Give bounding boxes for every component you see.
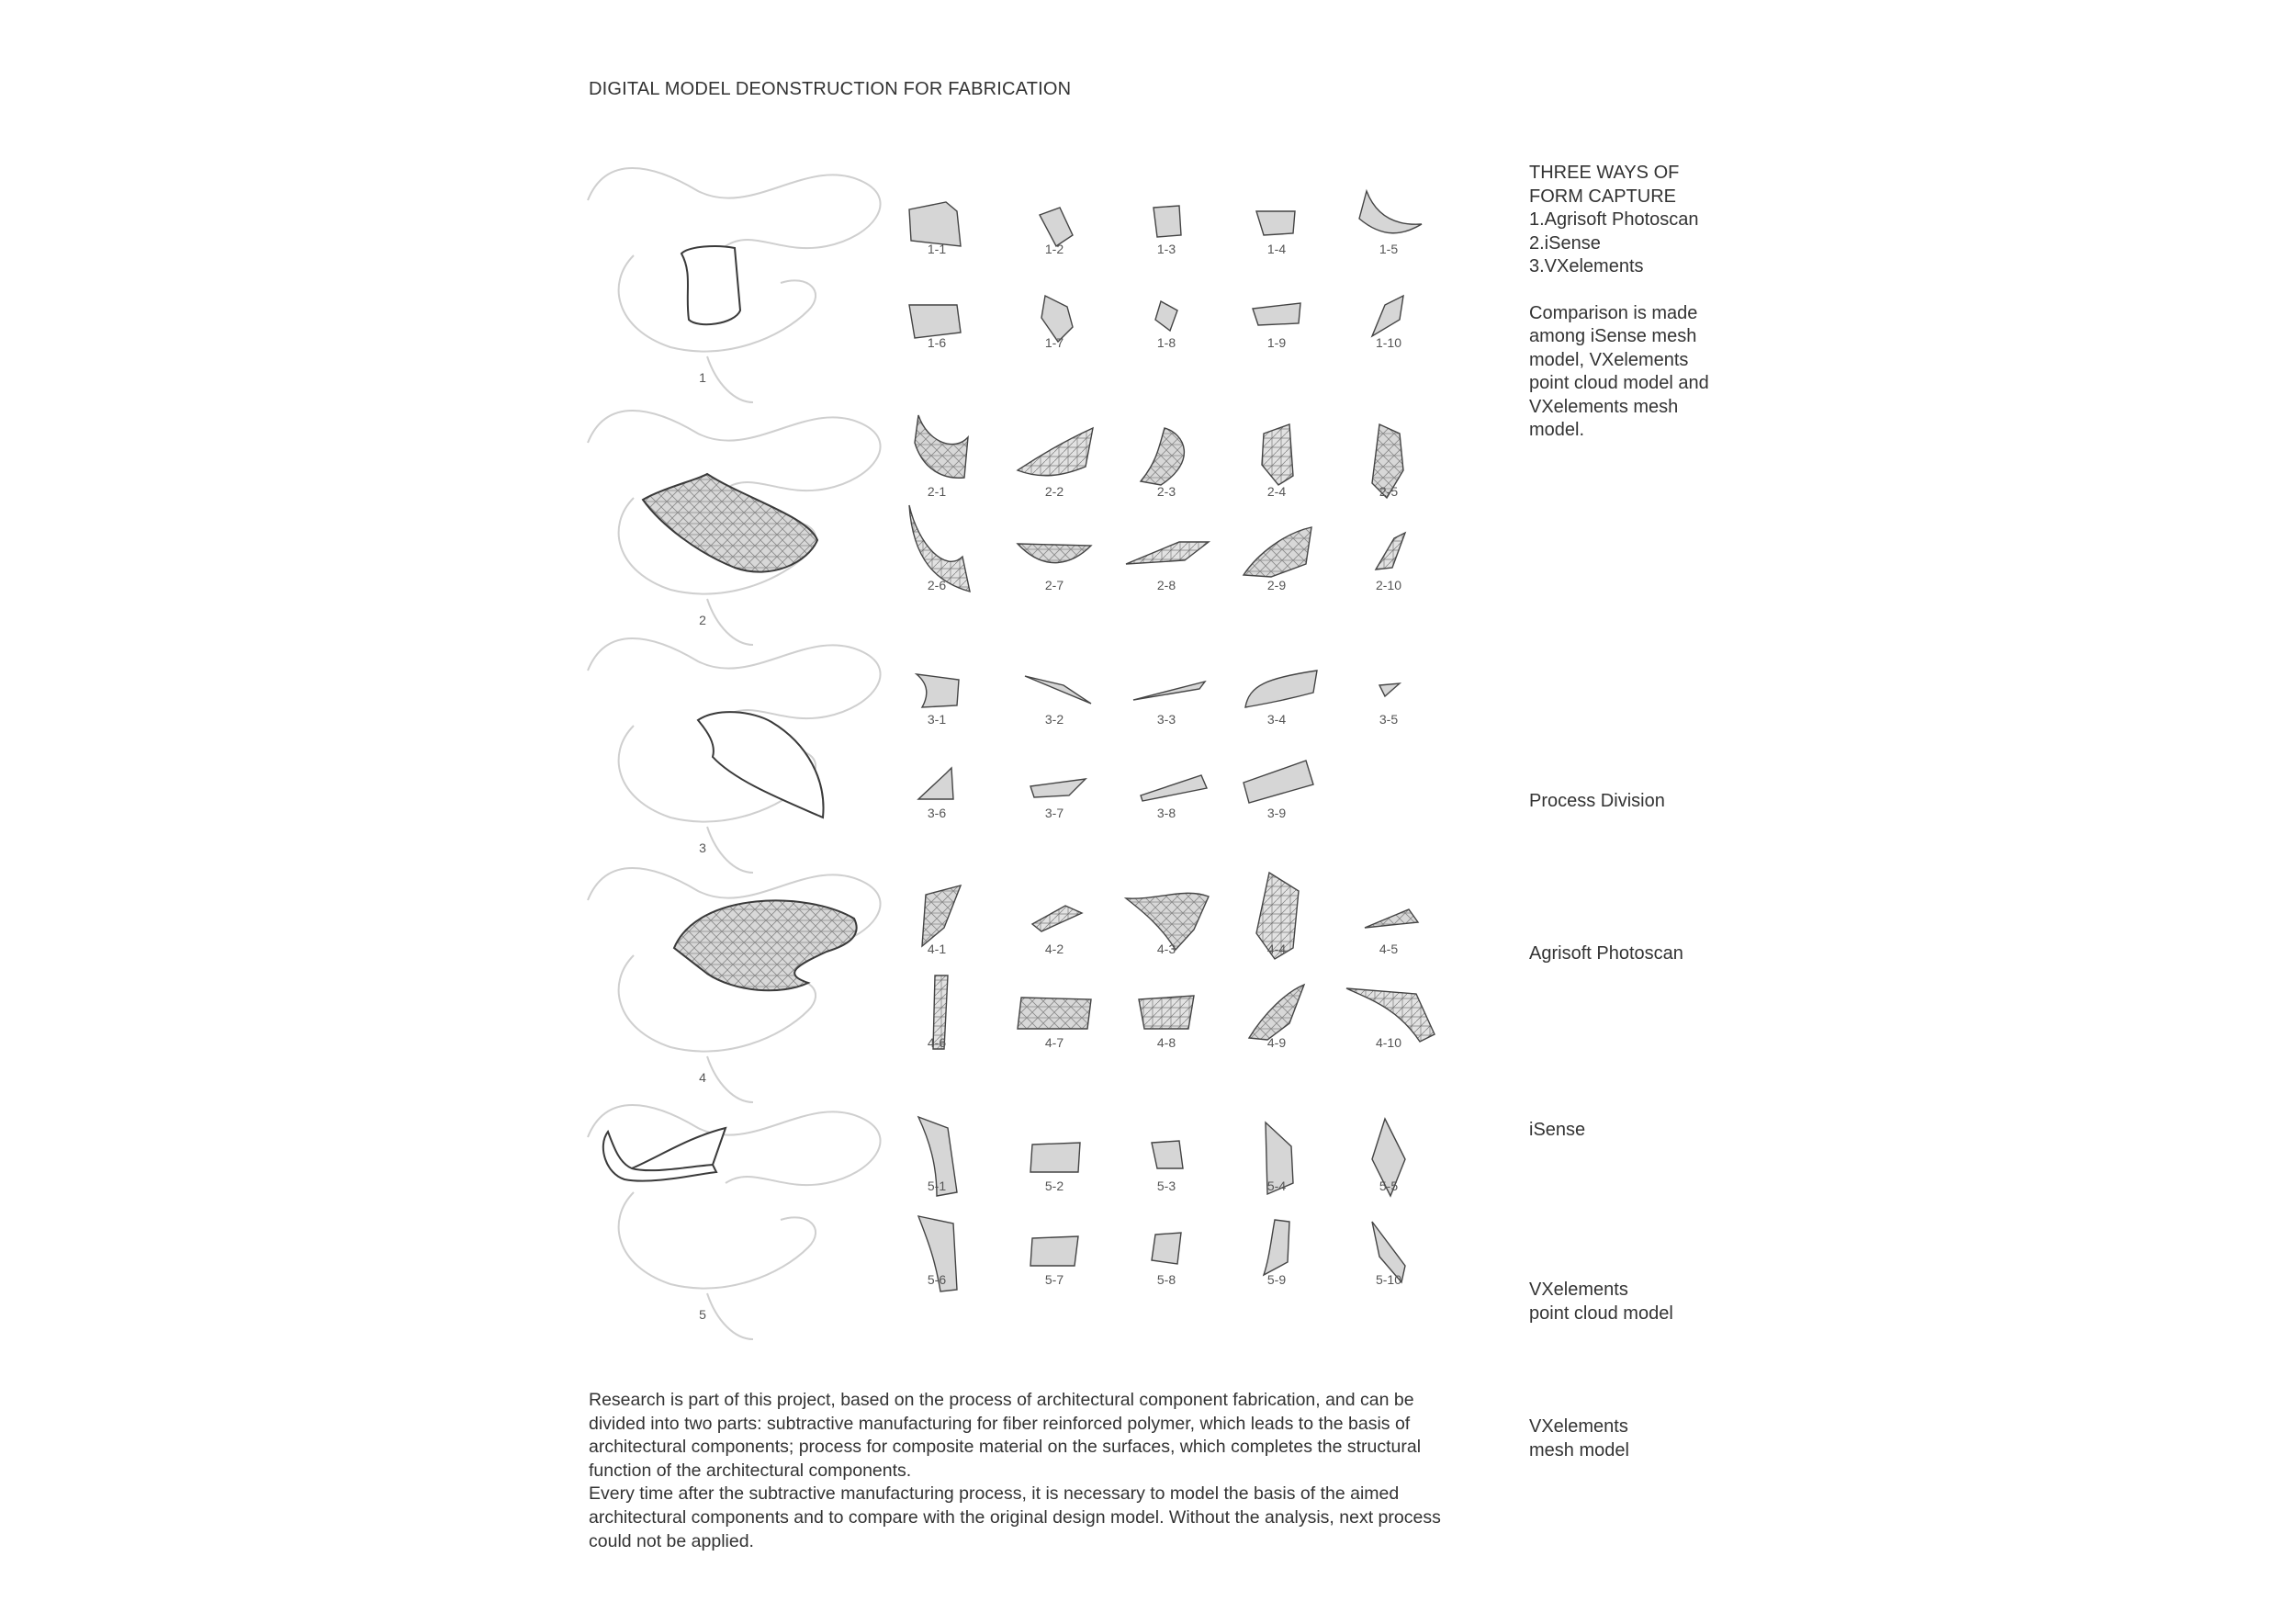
piece-5-8 xyxy=(1152,1233,1181,1287)
piece-label-5-2: 5-2 xyxy=(1044,1179,1064,1193)
label-vx-mesh xyxy=(1529,1415,1768,1462)
comparison-line-4: point cloud model and xyxy=(1529,373,1709,393)
piece-shape-2-4 xyxy=(1262,424,1293,485)
label-isense xyxy=(1529,1119,1768,1143)
piece-1-5 xyxy=(1359,191,1422,256)
piece-label-3-2: 3-2 xyxy=(1044,712,1064,727)
piece-label-5-9: 5-9 xyxy=(1266,1272,1287,1287)
row-5 xyxy=(588,1105,1405,1339)
piece-label-4-7: 4-7 xyxy=(1044,1035,1064,1050)
piece-shape-5-2 xyxy=(1030,1143,1080,1172)
piece-2-1 xyxy=(915,415,968,499)
piece-1-3 xyxy=(1154,206,1181,256)
piece-label-1-4: 1-4 xyxy=(1266,242,1287,256)
piece-5-9 xyxy=(1264,1220,1289,1287)
piece-label-2-9: 2-9 xyxy=(1266,578,1287,592)
piece-shape-3-5 xyxy=(1379,683,1400,696)
piece-label-4-3: 4-3 xyxy=(1156,942,1176,956)
piece-2-3 xyxy=(1141,428,1184,499)
piece-4-8 xyxy=(1139,996,1194,1050)
piece-5-6 xyxy=(918,1216,957,1291)
piece-label-2-5: 2-5 xyxy=(1379,484,1399,499)
piece-label-5-6: 5-6 xyxy=(927,1272,947,1287)
piece-shape-1-10 xyxy=(1372,296,1403,336)
comparison-line-6: model. xyxy=(1529,420,1585,440)
isense-text: iSense xyxy=(1529,1120,1586,1140)
context-outline-upper xyxy=(588,168,881,248)
piece-shape-3-9 xyxy=(1244,761,1313,803)
piece-label-1-1: 1-1 xyxy=(927,242,947,256)
piece-label-2-2: 2-2 xyxy=(1044,484,1064,499)
piece-shape-3-2 xyxy=(1025,676,1091,704)
sidebar-capture-methods xyxy=(1529,162,1768,443)
piece-shape-4-5 xyxy=(1365,909,1418,928)
capture-method-1: 1.Agrisoft Photoscan xyxy=(1529,209,1699,230)
piece-label-4-8: 4-8 xyxy=(1156,1035,1176,1050)
piece-shape-1-8 xyxy=(1155,301,1177,331)
piece-shape-4-10 xyxy=(1346,988,1435,1042)
piece-label-3-9: 3-9 xyxy=(1266,806,1287,820)
piece-4-5 xyxy=(1365,909,1418,956)
piece-label-4-1: 4-1 xyxy=(927,942,947,956)
model-label-4: 4 xyxy=(699,1070,706,1085)
piece-3-2 xyxy=(1025,676,1091,727)
model-view-4 xyxy=(674,900,857,990)
vx-mesh-line-2: mesh model xyxy=(1529,1439,1629,1460)
piece-3-8 xyxy=(1141,775,1207,820)
piece-label-3-8: 3-8 xyxy=(1156,806,1176,820)
piece-label-1-10: 1-10 xyxy=(1375,335,1402,350)
label-agrisoft xyxy=(1529,942,1768,966)
context-outline-upper xyxy=(588,411,881,491)
piece-1-7 xyxy=(1041,296,1073,350)
piece-shape-1-6 xyxy=(909,305,961,338)
piece-4-4 xyxy=(1256,873,1299,959)
piece-label-5-3: 5-3 xyxy=(1156,1179,1176,1193)
piece-label-2-3: 2-3 xyxy=(1156,484,1176,499)
piece-label-5-10: 5-10 xyxy=(1375,1272,1402,1287)
comparison-line-3: model, VXelements xyxy=(1529,349,1689,370)
piece-5-1 xyxy=(918,1117,957,1196)
model-label-5: 5 xyxy=(699,1307,706,1322)
piece-4-2 xyxy=(1032,906,1082,956)
piece-label-1-6: 1-6 xyxy=(927,335,947,350)
process-division-text: Process Division xyxy=(1529,791,1665,811)
piece-shape-4-9 xyxy=(1249,985,1304,1040)
piece-shape-1-3 xyxy=(1154,206,1181,237)
piece-2-9 xyxy=(1244,527,1311,592)
capture-method-2: 2.iSense xyxy=(1529,232,1601,254)
piece-label-2-10: 2-10 xyxy=(1375,578,1402,592)
piece-shape-5-3 xyxy=(1152,1141,1183,1168)
piece-4-1 xyxy=(922,885,961,956)
piece-1-2 xyxy=(1040,208,1073,256)
piece-shape-2-10 xyxy=(1376,533,1405,570)
piece-3-6 xyxy=(918,768,953,820)
comparison-line-5: VXelements mesh xyxy=(1529,396,1679,417)
piece-shape-5-7 xyxy=(1030,1236,1078,1266)
piece-5-7 xyxy=(1030,1236,1078,1287)
piece-label-5-7: 5-7 xyxy=(1044,1272,1064,1287)
piece-label-2-8: 2-8 xyxy=(1156,578,1176,592)
piece-shape-1-9 xyxy=(1253,303,1300,325)
capture-method-3: 3.VXelements xyxy=(1529,256,1644,276)
piece-4-7 xyxy=(1018,998,1091,1050)
piece-label-4-2: 4-2 xyxy=(1044,942,1064,956)
piece-shape-4-2 xyxy=(1032,906,1082,931)
piece-3-1 xyxy=(917,674,959,727)
piece-label-3-3: 3-3 xyxy=(1156,712,1176,727)
label-vx-point-cloud xyxy=(1529,1279,1768,1325)
capture-title-line-2: FORM CAPTURE xyxy=(1529,186,1676,207)
piece-1-6 xyxy=(909,305,961,350)
piece-label-1-3: 1-3 xyxy=(1156,242,1176,256)
piece-label-5-1: 5-1 xyxy=(927,1179,947,1193)
piece-shape-2-8 xyxy=(1126,542,1209,564)
piece-shape-4-8 xyxy=(1139,996,1194,1029)
piece-label-5-5: 5-5 xyxy=(1379,1179,1399,1193)
vx-cloud-line-1: VXelements xyxy=(1529,1280,1628,1300)
context-outline-upper xyxy=(588,638,881,718)
piece-shape-2-2 xyxy=(1018,428,1093,476)
piece-2-6 xyxy=(909,505,970,592)
piece-label-5-8: 5-8 xyxy=(1156,1272,1176,1287)
piece-shape-2-9 xyxy=(1244,527,1311,577)
piece-4-9 xyxy=(1249,985,1304,1050)
description-paragraph-1: Research is part of this project, based on the process of architectural component fabrication, and can be divided into two parts: subtractive manufacturing for fiber reinforced polymer, which leads to the basis of architectural components; process for composite material on the surfaces, which completes the structural function of the architectural components. xyxy=(589,1390,1422,1481)
piece-1-8 xyxy=(1155,301,1177,350)
piece-3-7 xyxy=(1030,779,1086,820)
piece-shape-3-4 xyxy=(1245,671,1317,707)
piece-3-3 xyxy=(1133,682,1205,727)
piece-label-4-4: 4-4 xyxy=(1266,942,1287,956)
piece-shape-1-4 xyxy=(1256,211,1295,235)
piece-2-4 xyxy=(1262,424,1293,499)
piece-label-4-5: 4-5 xyxy=(1379,942,1399,956)
vx-mesh-line-1: VXelements xyxy=(1529,1416,1628,1437)
piece-shape-3-8 xyxy=(1141,775,1207,801)
piece-label-1-5: 1-5 xyxy=(1379,242,1399,256)
row-1 xyxy=(588,168,1422,402)
piece-3-4 xyxy=(1245,671,1317,727)
vx-cloud-line-2: point cloud model xyxy=(1529,1303,1673,1324)
piece-shape-1-2 xyxy=(1040,208,1073,246)
piece-label-1-8: 1-8 xyxy=(1156,335,1176,350)
piece-5-4 xyxy=(1266,1122,1293,1194)
piece-label-4-10: 4-10 xyxy=(1375,1035,1402,1050)
piece-label-2-6: 2-6 xyxy=(927,578,947,592)
piece-4-3 xyxy=(1126,893,1209,956)
piece-2-5 xyxy=(1372,424,1403,499)
piece-label-3-7: 3-7 xyxy=(1044,806,1064,820)
piece-label-3-4: 3-4 xyxy=(1266,712,1287,727)
model-view-5 xyxy=(603,1128,726,1181)
row-4 xyxy=(588,868,1435,1102)
piece-1-10 xyxy=(1372,296,1403,350)
description-paragraph-2: Every time after the subtractive manufacturing process, it is necessary to model the basis of the aimed architectural components and to compare with the original design model. Without the analysis, next process could not be applied. xyxy=(589,1483,1441,1551)
piece-shape-2-7 xyxy=(1018,544,1091,563)
piece-shape-2-1 xyxy=(915,415,968,478)
piece-shape-1-1 xyxy=(909,202,961,246)
piece-3-5 xyxy=(1379,683,1400,727)
comparison-line-2: among iSense mesh xyxy=(1529,326,1697,346)
piece-shape-1-5 xyxy=(1359,191,1422,233)
piece-2-2 xyxy=(1018,428,1093,499)
model-view-3 xyxy=(698,712,824,818)
label-process-division xyxy=(1529,790,1768,814)
piece-label-3-6: 3-6 xyxy=(927,806,947,820)
model-view-1 xyxy=(681,246,740,324)
capture-title-line-1: THREE WAYS OF xyxy=(1529,163,1680,183)
piece-label-2-4: 2-4 xyxy=(1266,484,1287,499)
piece-shape-3-1 xyxy=(917,674,959,707)
comparison-line-1: Comparison is made xyxy=(1529,302,1698,323)
piece-label-4-9: 4-9 xyxy=(1266,1035,1287,1050)
piece-label-2-7: 2-7 xyxy=(1044,578,1064,592)
piece-4-10 xyxy=(1346,988,1435,1050)
row-3 xyxy=(588,638,1400,873)
description-text xyxy=(589,1389,1452,1553)
piece-2-10 xyxy=(1376,533,1405,592)
piece-label-4-6: 4-6 xyxy=(927,1035,947,1050)
piece-label-5-4: 5-4 xyxy=(1266,1179,1287,1193)
piece-1-4 xyxy=(1256,211,1295,256)
model-label-2: 2 xyxy=(699,613,706,627)
piece-label-1-2: 1-2 xyxy=(1044,242,1064,256)
piece-shape-4-7 xyxy=(1018,998,1091,1029)
page-title: DIGITAL MODEL DEONSTRUCTION FOR FABRICATION xyxy=(589,79,1072,99)
piece-3-9 xyxy=(1244,761,1313,820)
piece-shape-4-1 xyxy=(922,885,961,946)
row-2 xyxy=(588,411,1405,645)
piece-5-10 xyxy=(1372,1222,1405,1287)
piece-label-1-9: 1-9 xyxy=(1266,335,1287,350)
piece-shape-5-9 xyxy=(1264,1220,1289,1275)
piece-2-8 xyxy=(1126,542,1209,592)
piece-5-5 xyxy=(1372,1119,1405,1196)
piece-shape-2-3 xyxy=(1141,428,1184,485)
piece-shape-3-7 xyxy=(1030,779,1086,797)
piece-shape-3-6 xyxy=(918,768,953,799)
piece-label-2-1: 2-1 xyxy=(927,484,947,499)
piece-1-9 xyxy=(1253,303,1300,350)
piece-2-7 xyxy=(1018,544,1091,592)
piece-label-1-7: 1-7 xyxy=(1044,335,1064,350)
context-outline-lower xyxy=(619,1192,816,1339)
piece-label-3-5: 3-5 xyxy=(1379,712,1399,727)
piece-shape-3-3 xyxy=(1133,682,1205,700)
model-label-3: 3 xyxy=(699,840,706,855)
piece-4-6 xyxy=(928,976,948,1050)
piece-5-2 xyxy=(1030,1143,1080,1193)
piece-1-1 xyxy=(909,202,961,256)
agrisoft-text: Agrisoft Photoscan xyxy=(1529,943,1683,964)
piece-label-3-1: 3-1 xyxy=(927,712,947,727)
piece-shape-5-8 xyxy=(1152,1233,1181,1264)
model-label-1: 1 xyxy=(699,370,706,385)
piece-5-3 xyxy=(1152,1141,1183,1193)
